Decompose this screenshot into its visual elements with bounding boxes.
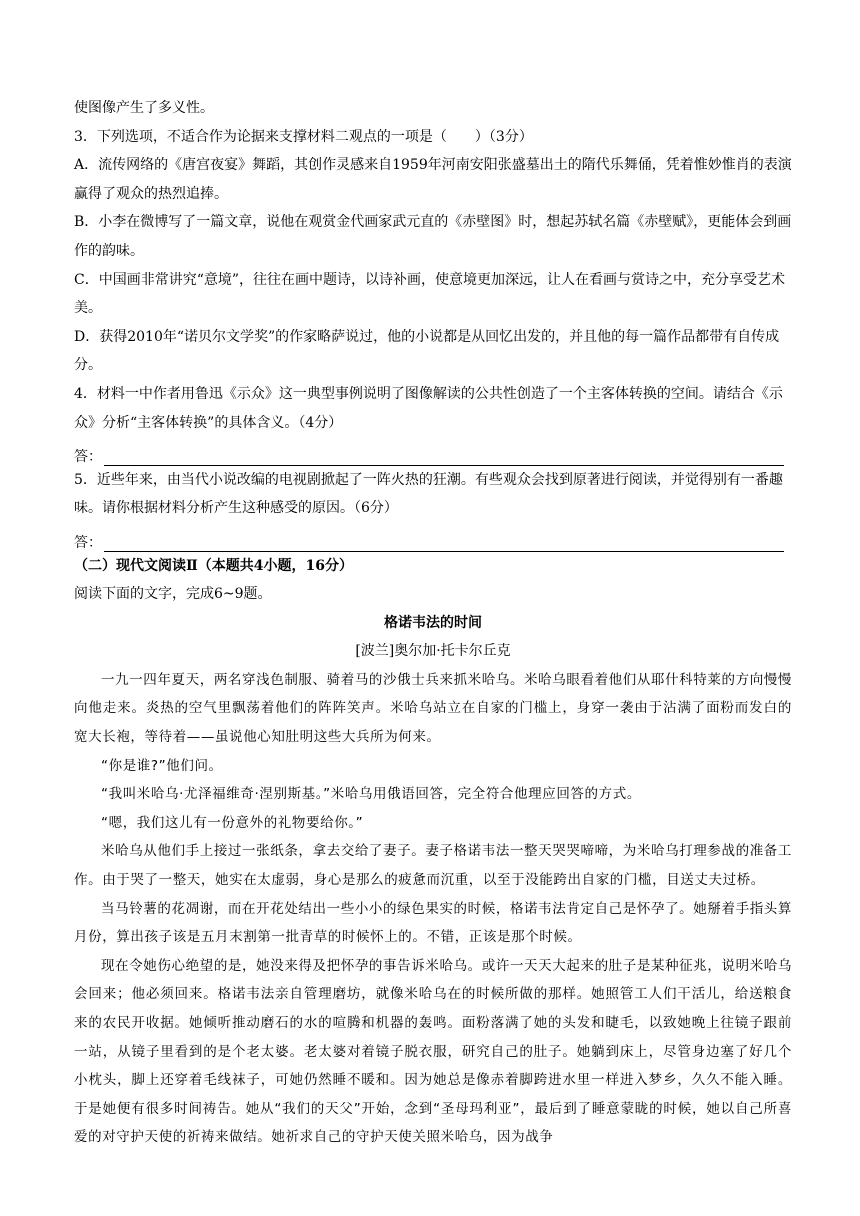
question-4-stem: 4．材料一中作者用鲁迅《示众》这一典型事例说明了图像解读的公共性创造了一个主客体转换的空间。请结合《示众》分析“主客体转换”的具体含义。（4分） bbox=[74, 385, 783, 431]
option-d: D．获得2010年“诺贝尔文学奖”的作家略萨说过，他的小说都是从回忆出发的，并且他的每一篇作品都带有自传成分。 bbox=[74, 328, 780, 374]
story-paragraph: 一九一四年夏天，两名穿浅色制服、骑着马的沙俄士兵来抓米哈乌。米哈乌眼看着他们从耶什科特莱的方向慢慢向他走来。炎热的空气里飘荡着他们的阵阵笑声。米哈乌站立在自家的门槛上，身穿一袭由于沾满了面粉而发白的宽大长袍，等待着——虽说他心知肚明这些大兵所为何来。 bbox=[74, 671, 792, 746]
answer-label: 答： bbox=[74, 448, 102, 465]
question-5 bbox=[74, 466, 792, 552]
section-instruction: 阅读下面的文字，完成6~9题。 bbox=[74, 586, 272, 603]
answer-line[interactable] bbox=[104, 448, 784, 466]
story-paragraph: “我叫米哈乌·尤泽福维奇·涅别斯基。”米哈乌用俄语回答，完全符合他理应回答的方式。 bbox=[101, 786, 641, 803]
question-3-stem: 3．下列选项，不适合作为论据来支撑材料二观点的一项是（ ）（3分） bbox=[74, 128, 533, 145]
section-title: （二）现代文阅读Ⅱ（本题共4小题，16分） bbox=[74, 557, 354, 574]
story-paragraph: “嗯，我们这儿有一份意外的礼物要给你。” bbox=[101, 814, 364, 831]
option-a: A．流传网络的《唐宫夜宴》舞蹈，其创作灵感来自1959年河南安阳张盛墓出土的隋代乐舞俑，凭着惟妙惟肖的表演赢得了观众的热烈追捧。 bbox=[74, 157, 792, 202]
document-page bbox=[74, 94, 792, 1152]
story-paragraph: 当马铃薯的花凋谢，而在开花处结出一些小小的绿色果实的时候，格诺韦法肯定自己是怀孕了。她掰着手指头算月份，算出孩子该是五月末割第一批青草的时候怀上的。不错，正该是那个时候。 bbox=[74, 900, 792, 946]
question-4 bbox=[74, 380, 792, 466]
story-paragraph: 现在令她伤心绝望的是，她没来得及把怀孕的事告诉米哈乌。或许一天天大起来的肚子是某种征兆，说明米哈乌会回来；他必须回来。格诺韦法亲自管理磨坊，就像米哈乌在的时候所做的那样。她照管工人们干活儿，给送粮食来的农民开收据。她倾听推动磨石的水的喧腾和机器的轰鸣。面粉落满了她的头发和睫毛，以致她晚上往镜子跟前一站，从镜子里看到的是个老太婆。老太婆对着镜子脱衣服，研究自己的肚子。她躺到床上，尽管身边塞了好几个小枕头，脚上还穿着毛线袜子，可她仍然睡不暖和。因为她总是像赤着脚跨进水里一样进入梦乡，久久不能入睡。于是她便有很多时间祷告。她从“我们的天父”开始，念到“圣母玛利亚”，最后到了睡意蒙眬的时候，她以自己所喜爱的对守护天使的祈祷来做结。她祈求自己的守护天使关照米哈乌，因为战争 bbox=[74, 957, 792, 1146]
question-3 bbox=[74, 123, 792, 380]
answer-row-4 bbox=[74, 437, 792, 466]
story-paragraph: “你是谁?”他们问。 bbox=[101, 757, 223, 774]
option-c: C．中国画非常讲究“意境”，往往在画中题诗，以诗补画，使意境更加深远，让人在看画与赏诗之中，充分享受艺术美。 bbox=[74, 271, 786, 317]
question-5-stem: 5．近些年来，由当代小说改编的电视剧掀起了一阵火热的狂潮。有些观众会找到原著进行阅读，并觉得别有一番趣味。请你根据材料分析产生这种感受的原因。（6分） bbox=[74, 471, 783, 517]
story-title: 格诺韦法的时间 bbox=[384, 614, 482, 631]
option-b: B．小李在微博写了一篇文章，说他在观赏金代画家武元直的《赤壁图》时，想起苏轼名篇《赤壁赋》，更能体会到画作的韵味。 bbox=[74, 214, 792, 259]
story-paragraph: 米哈乌从他们手上接过一张纸条，拿去交给了妻子。妻子格诺韦法一整天哭哭啼啼，为米哈乌打理参战的准备工作。由于哭了一整天，她实在太虚弱，身心是那么的疲惫而沉重，以至于没能跨出自家的门槛，目送丈夫过桥。 bbox=[74, 843, 792, 889]
answer-label: 答： bbox=[74, 534, 102, 551]
story-author: [波兰]奥尔加·托卡尔丘克 bbox=[355, 643, 511, 660]
intro-tail: 使图像产生了多义性。 bbox=[74, 100, 214, 116]
answer-line[interactable] bbox=[104, 534, 784, 552]
answer-row-5 bbox=[74, 523, 792, 552]
